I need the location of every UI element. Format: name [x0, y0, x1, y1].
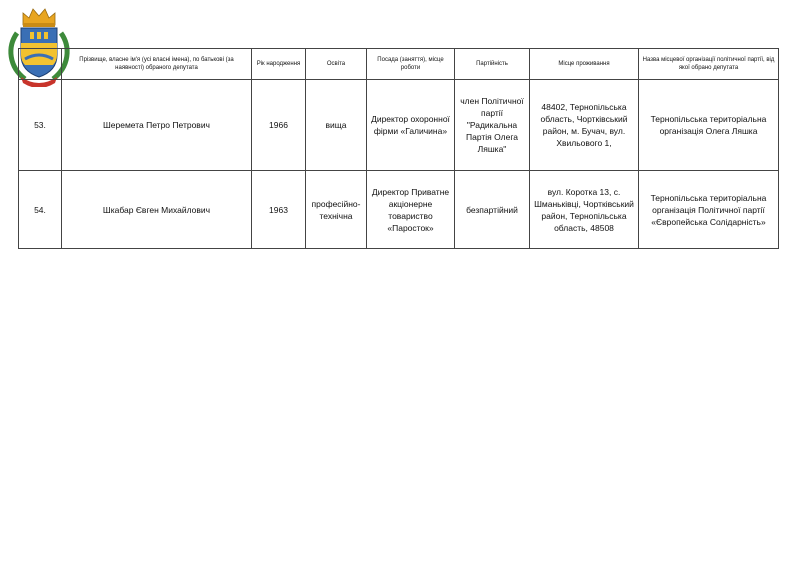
header-birth-year: Рік народження: [252, 49, 306, 80]
crown: [23, 9, 55, 25]
party: член Політичної партії "Радикальна Партія Олега Ляшка": [455, 80, 530, 171]
position: Директор охоронної фірми «Галичина»: [367, 80, 455, 171]
deputy-name: Шеремета Петро Петрович: [62, 80, 252, 171]
organization: Тернопільська територіальна організація Політичної партії «Європейська Солідарність»: [639, 171, 779, 249]
residence: вул. Коротка 13, с. Шманьківці, Чортківський район, Тернопільська область, 48508: [530, 171, 639, 249]
deputies-table: [18, 48, 779, 249]
header-number: [19, 49, 62, 80]
birth-year: 1963: [252, 171, 306, 249]
birth-year: 1966: [252, 80, 306, 171]
organization: Тернопільська територіальна організація Олега Ляшка: [639, 80, 779, 171]
table-header-row: [19, 49, 779, 80]
row-number: 54.: [19, 171, 62, 249]
row-number: 53.: [19, 80, 62, 171]
education: професійно-технічна: [306, 171, 367, 249]
header-residence: Місце проживання: [530, 49, 639, 80]
deputy-name: Шкабар Євген Михайлович: [62, 171, 252, 249]
position: Директор Приватне акціонерне товариство «Паросток»: [367, 171, 455, 249]
header-name: Прізвище, власне ім'я (усі власні імена), по батькові (за наявності) обраного депутата: [62, 49, 252, 80]
education: вища: [306, 80, 367, 171]
party: безпартійний: [455, 171, 530, 249]
header-education: Освіта: [306, 49, 367, 80]
header-party: Партійність: [455, 49, 530, 80]
header-organization: Назва місцевої організації політичної партії, від якої обрано депутата: [639, 49, 779, 80]
residence: 48402, Тернопільська область, Чортківський район, м. Бучач, вул. Хвильового 1,: [530, 80, 639, 171]
table-row: [19, 171, 779, 249]
table-row: [19, 80, 779, 171]
header-position: Посада (заняття), місце роботи: [367, 49, 455, 80]
